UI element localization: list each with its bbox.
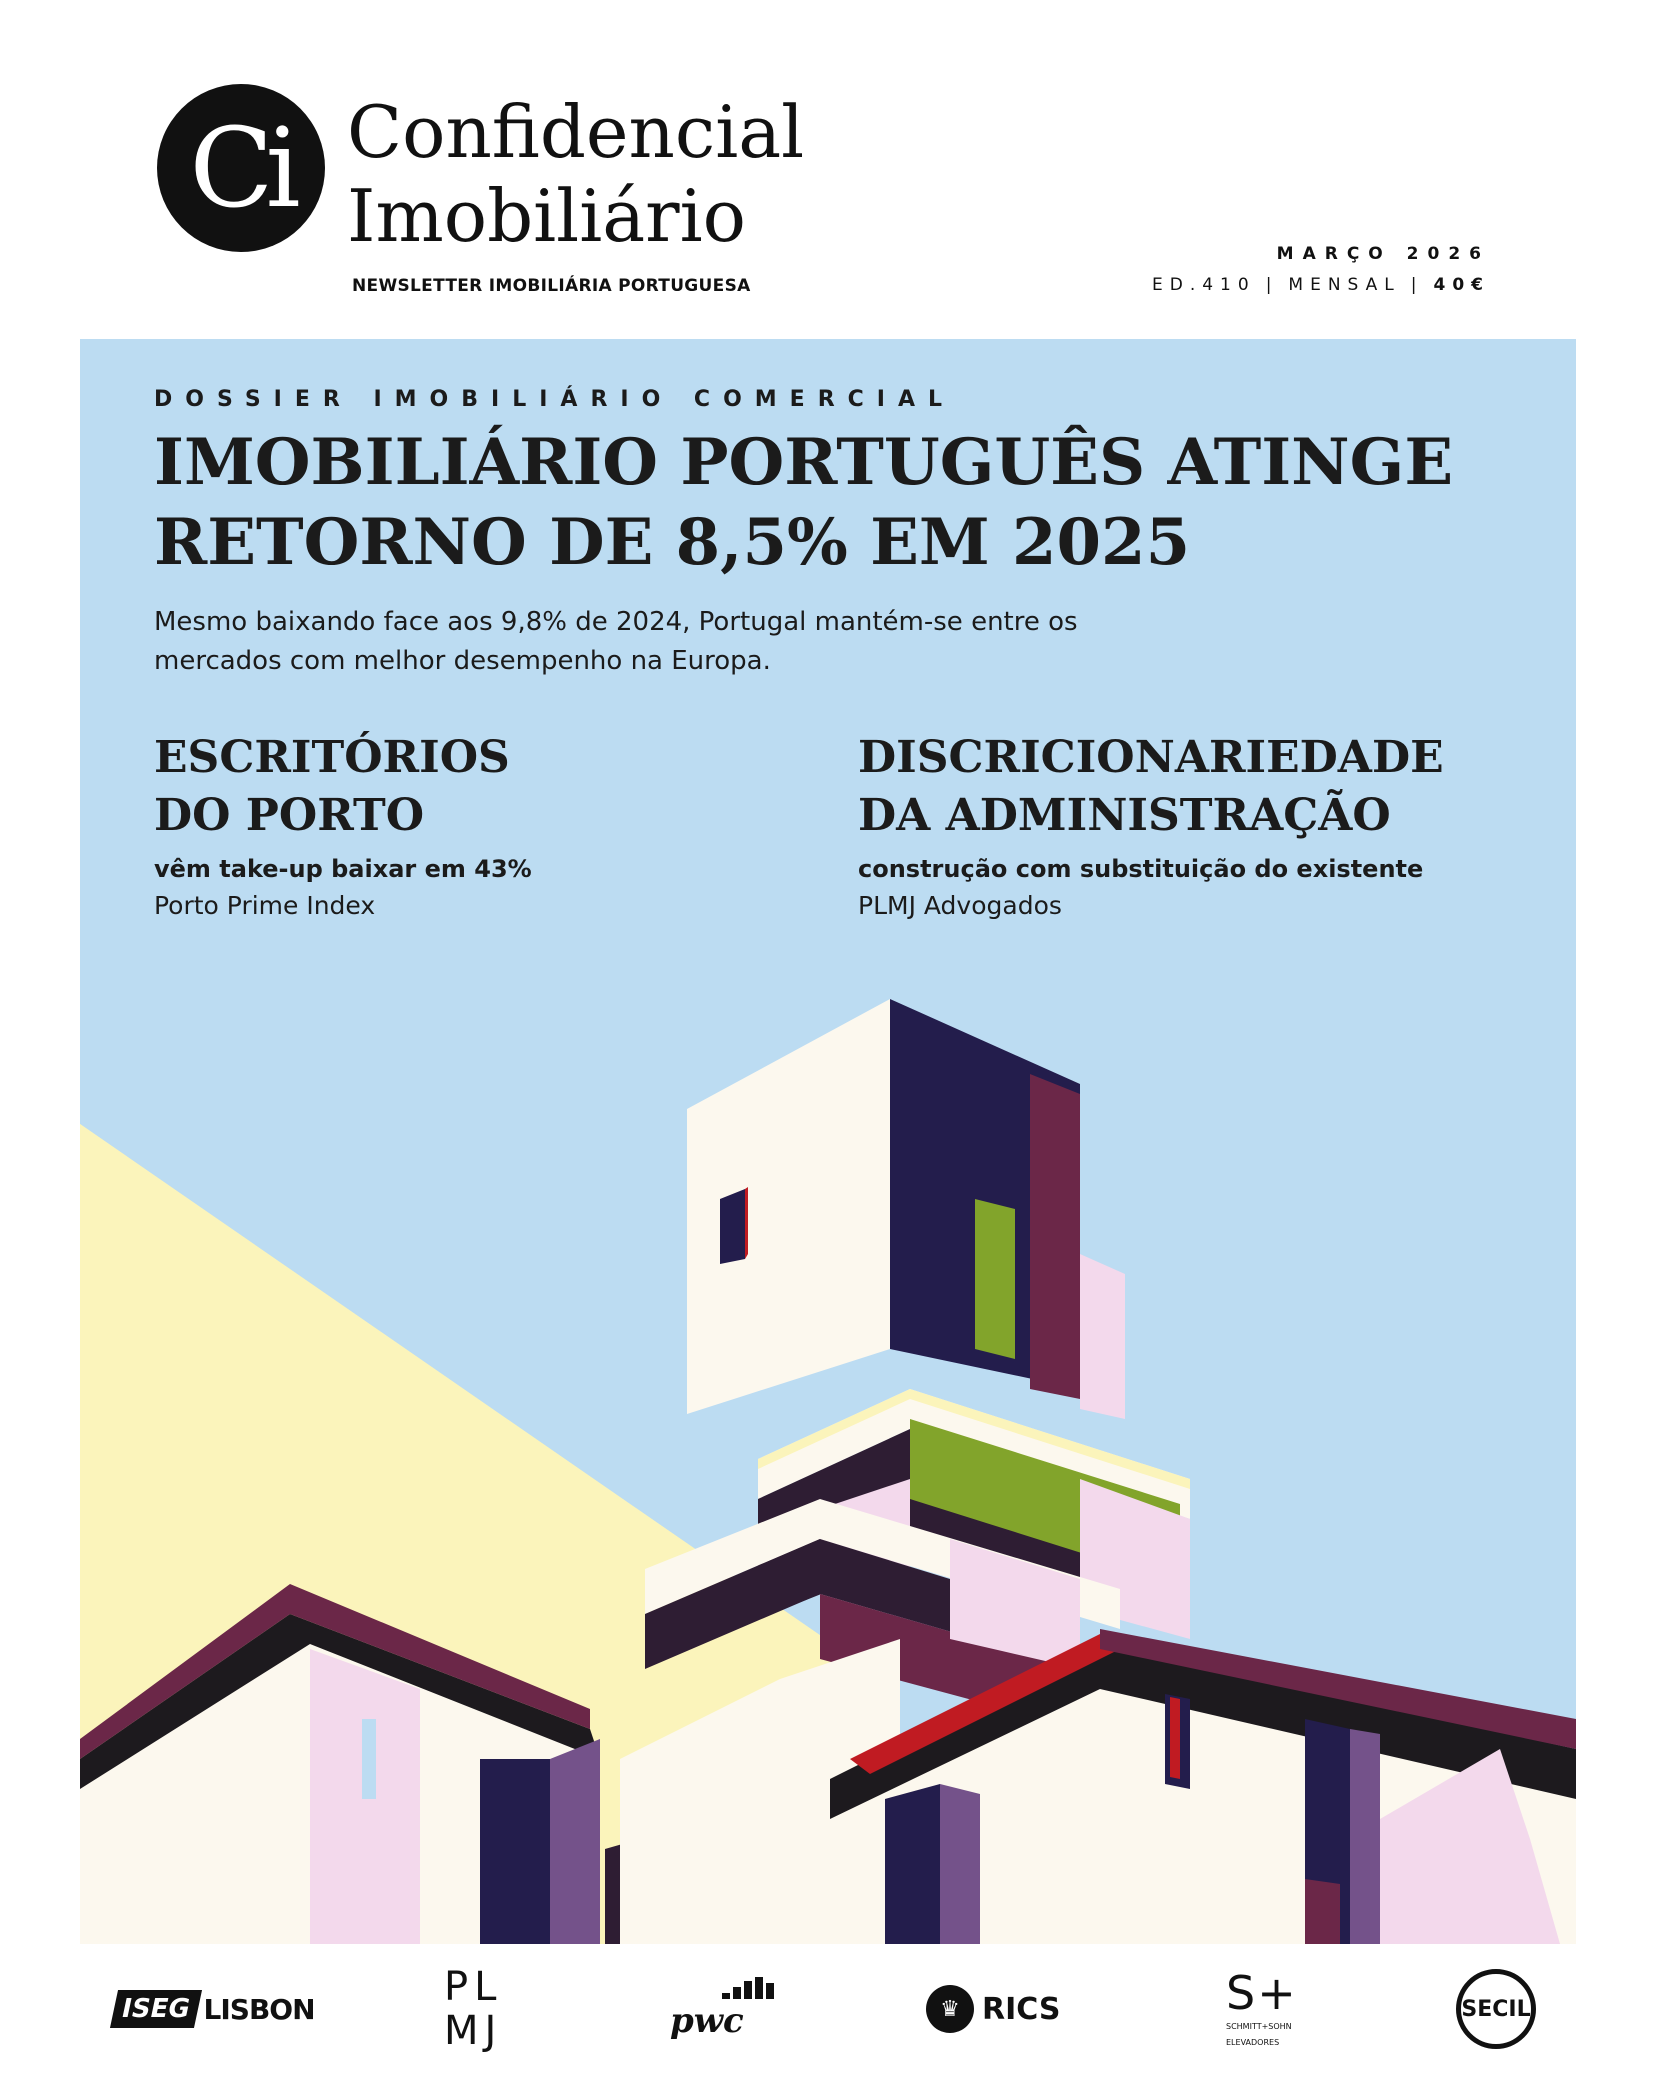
plmj-line-1: PL — [444, 1964, 503, 2010]
iseg-badge: ISEG — [110, 1990, 202, 2028]
schmitt-sub: ELEVADORES — [1226, 2038, 1280, 2047]
schmitt-mark: S+ — [1226, 1966, 1298, 2020]
plmj-line-2: MJ — [444, 2008, 503, 2054]
story-source: PLMJ Advogados — [858, 891, 1062, 920]
iseg-text: LISBON — [203, 1992, 315, 2026]
dossier-kicker: DOSSIER IMOBILIÁRIO COMERCIAL — [154, 387, 956, 412]
brand-tagline: NEWSLETTER IMOBILIÁRIA PORTUGUESA — [352, 276, 751, 296]
pwc-wordmark: pwc — [670, 2001, 744, 2041]
headline-line-2: RETORNO DE 8,5% EM 2025 — [154, 505, 1191, 580]
rics-logo — [926, 1944, 1060, 2074]
main-headline — [154, 423, 1494, 583]
issue-meta: ED.410 | MENSAL | 40€ — [1152, 275, 1490, 295]
story-title: ESCRITÓRIOS DO PORTO — [154, 732, 510, 841]
iseg-lisbon-logo — [114, 1944, 315, 2074]
pwc-bars-icon — [722, 1977, 774, 1999]
story-title: DISCRICIONARIEDADE DA ADMINISTRAÇÃO — [858, 732, 1444, 841]
edition-number: ED.410 — [1152, 275, 1256, 295]
brand-title-line-2: Imobiliário — [347, 174, 746, 258]
rics-text: RICS — [982, 1991, 1061, 2027]
schmitt-name: SCHMITT+SOHN — [1226, 2022, 1292, 2031]
brand-title-line-1: Confidencial — [347, 90, 805, 174]
story-porto-offices[interactable] — [154, 729, 532, 920]
secil-ring: SECIL — [1456, 1969, 1536, 2049]
sponsor-strip — [80, 1944, 1576, 2087]
story-source: Porto Prime Index — [154, 891, 376, 920]
pwc-logo — [670, 1944, 774, 2074]
brand-logo-mark: Ci — [157, 84, 325, 252]
cover-panel — [80, 339, 1576, 1944]
story-dek: vêm take-up baixar em 43% — [154, 855, 532, 883]
story-dek: construção com substituição do existente — [858, 855, 1424, 883]
price: 40€ — [1433, 275, 1490, 295]
headline-line-1: IMOBILIÁRIO PORTUGUÊS ATINGE — [154, 425, 1454, 500]
schmitt-sohn-logo — [1226, 1944, 1298, 2074]
rics-lion-icon: ♛ — [926, 1985, 974, 2033]
secil-logo — [1456, 1944, 1536, 2074]
headline-subtitle: Mesmo baixando face aos 9,8% de 2024, Portugal mantém-se entre os mercados com melhor desempenho na Europa. — [154, 607, 1078, 676]
plmj-logo — [444, 1944, 502, 2074]
frequency: MENSAL — [1288, 275, 1401, 295]
issue-date: MARÇO 2026 — [1276, 244, 1490, 264]
story-administration-discretion[interactable] — [858, 729, 1444, 920]
